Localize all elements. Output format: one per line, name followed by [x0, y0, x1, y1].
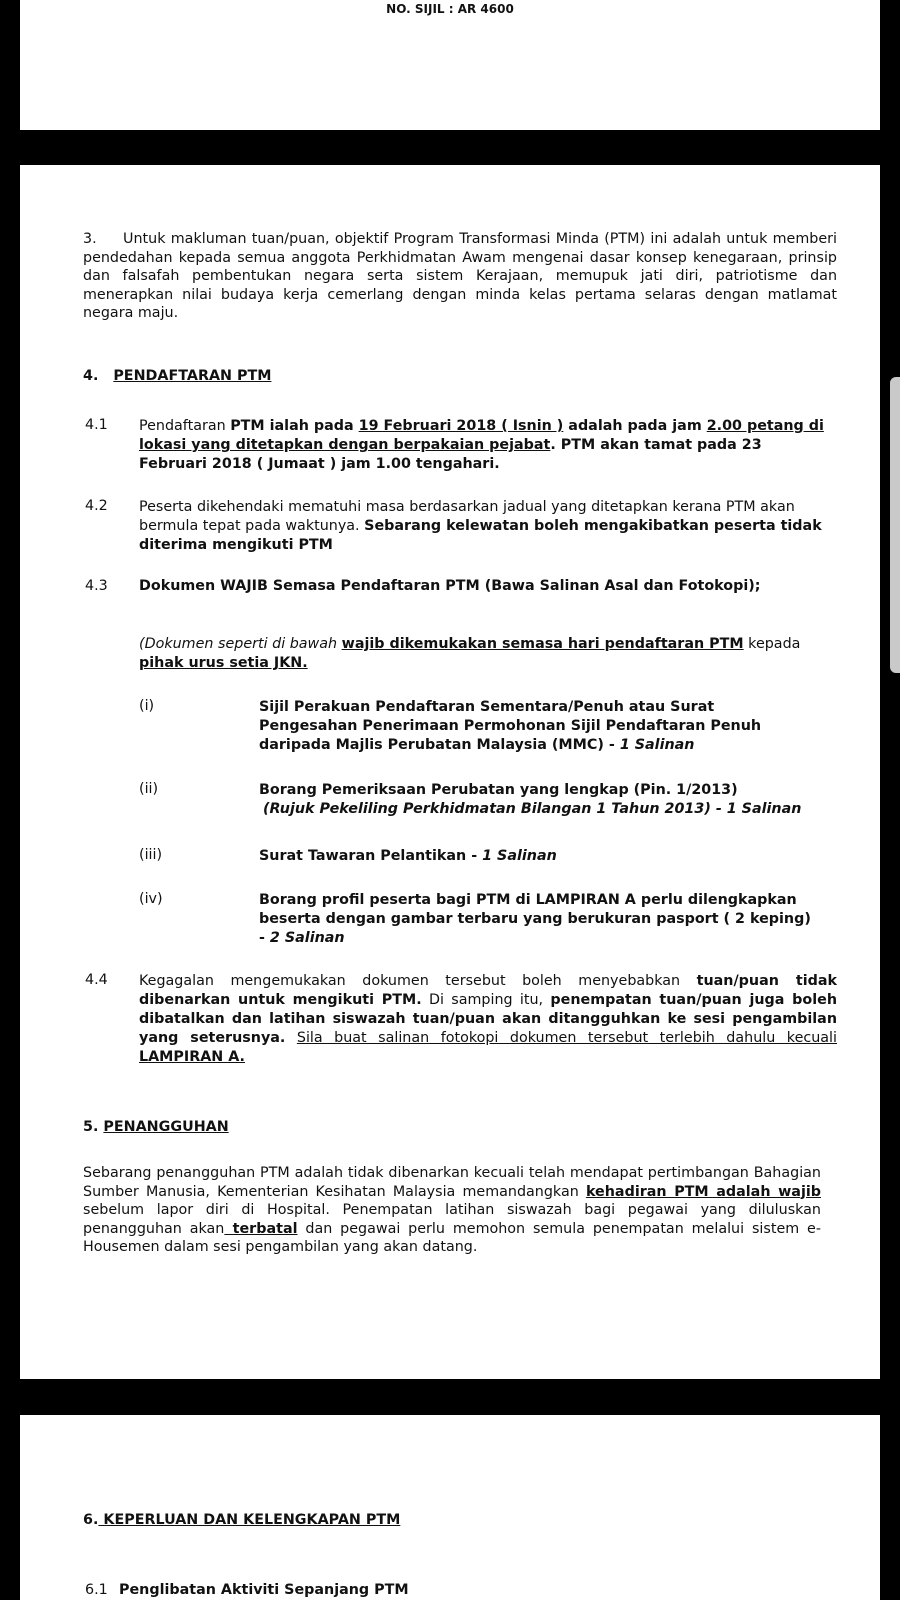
text-run: pihak urus setia JKN.	[139, 655, 308, 671]
doc-item-number: (ii)	[139, 781, 159, 797]
section-5-heading	[83, 1119, 229, 1135]
text-run: sebelum lapor diri di Hospital. Penempatan latihan siswazah bagi pegawai yang diluluskan penangguhan akan	[83, 1202, 821, 1237]
text-run: Sebarang penangguhan PTM adalah tidak dibenarkan kecuali telah mendapat pertimbangan Bahagian Sumber Manusia, Kementerian Kesihatan Malaysia memandangkan	[83, 1165, 821, 1200]
doc-item-iii	[259, 847, 819, 866]
paragraph-4-4	[139, 972, 837, 1067]
text-run: LAMPIRAN A.	[139, 1049, 245, 1065]
text-run: PTM ialah pada	[230, 418, 359, 434]
paragraph-4-2	[139, 498, 829, 555]
copies-count: 1 Salinan	[482, 848, 557, 864]
doc-item-number: (i)	[139, 698, 155, 714]
section-title: KEPERLUAN DAN KELENGKAPAN PTM	[98, 1512, 401, 1528]
text-run: (Rujuk Pekeliling Perkhidmatan Bilangan 1 Tahun 2013) - 1 Salinan	[263, 801, 802, 817]
date-highlight: 19 Februari 2018 ( Isnin )	[358, 418, 564, 434]
text-run: Pendaftaran	[139, 418, 231, 434]
text-run: Sijil Perakuan Pendaftaran Sementara/Penuh atau Surat Pengesahan Penerimaan Permohonan Sijil Pendaftaran Penuh daripada Majlis Perubatan Malaysia (MMC) -	[259, 699, 762, 753]
item-number-4-2: 4.2	[85, 498, 108, 514]
text-run: Kegagalan mengemukakan dokumen tersebut boleh menyebabkan	[139, 973, 697, 989]
text-run: Peserta dikehendaki mematuhi masa berdasarkan jadual yang ditetapkan kerana PTM akan bermula tepat pada waktunya.	[139, 499, 795, 534]
text-run: (Dokumen seperti di bawah	[139, 636, 342, 652]
paragraph-number: 3.	[83, 231, 97, 247]
paragraph-4-3-title: Dokumen WAJIB Semasa Pendaftaran PTM (Bawa Salinan Asal dan Fotokopi);	[139, 578, 761, 594]
text-run: wajib dikemukakan semasa hari pendaftaran PTM	[341, 636, 744, 652]
text-run	[285, 1030, 297, 1046]
copies-count: 1 Salinan	[619, 737, 695, 753]
text-run: kehadiran PTM adalah wajib	[585, 1183, 821, 1200]
section-6-heading	[83, 1512, 400, 1528]
section-number: 6.	[83, 1512, 99, 1528]
text-run: Di samping itu,	[421, 992, 551, 1008]
text-run: . PTM akan tamat pada 23 Februari 2018 ( Jumaat ) jam 1.00 tengahari.	[139, 437, 762, 472]
text-run: Surat Tawaran Pelantikan -	[259, 848, 483, 864]
subsection-6-1-title: Penglibatan Aktiviti Sepanjang PTM	[119, 1582, 409, 1598]
item-number-4-3: 4.3	[85, 578, 108, 594]
section-4-heading	[83, 368, 271, 384]
text-run: Borang Pemeriksaan Perubatan yang lengkap (Pin. 1/2013)	[259, 782, 738, 798]
section-title: PENDAFTARAN PTM	[113, 368, 272, 384]
paragraph-text: Untuk makluman tuan/puan, objektif Program Transformasi Minda (PTM) ini adalah untuk memberi pendedahan kepada semua anggota Perkhidmatan Awam mengenai dasar konsep kenegaraan, prinsip dan falsafah pembentukan negara serta sistem Kerajaan, memupuk jati diri, patriotisme dan menerapkan nilai budaya kerja cemerlang dengan minda kelas pertama selaras dengan matlamat negara maju.	[83, 231, 837, 321]
document-page-2	[20, 165, 880, 1379]
text-run: tuan/puan tidak dibenarkan untuk mengikuti PTM.	[139, 973, 837, 1008]
paragraph-4-1	[139, 417, 829, 474]
doc-item-i	[259, 698, 799, 755]
item-number-4-4: 4.4	[85, 972, 108, 988]
time-location-highlight: 2.00 petang di lokasi yang ditetapkan dengan berpakaian pejabat	[139, 418, 824, 453]
text-run: adalah pada jam	[563, 418, 707, 434]
paragraph-5	[83, 1164, 821, 1257]
document-page-1	[20, 0, 880, 130]
text-run: Sila buat salinan fotokopi dokumen tersebut terlebih dahulu kecuali	[296, 1030, 837, 1046]
paragraph-3	[83, 230, 837, 323]
doc-item-number: (iv)	[139, 891, 163, 907]
scrollbar-thumb[interactable]	[890, 377, 900, 673]
text-run: kepada	[743, 636, 801, 652]
item-number-4-1: 4.1	[85, 417, 108, 433]
section-title: PENANGGUHAN	[103, 1119, 229, 1135]
item-number-6-1: 6.1	[85, 1582, 108, 1598]
text-run: dan pegawai perlu memohon semula penempatan melalui sistem e-Housemen dalam sesi pengambilan yang akan datang.	[83, 1220, 821, 1255]
document-page-3	[20, 1415, 880, 1600]
doc-item-iv	[259, 891, 819, 948]
text-run: penempatan tuan/puan juga boleh dibatalkan dan latihan siswazah tuan/puan akan ditangguhkan ke sesi pengambilan yang seterusnya.	[139, 992, 837, 1046]
section-number: 4.	[83, 368, 99, 384]
certificate-number: NO. SIJIL : AR 4600	[386, 2, 514, 16]
text-run: terbatal	[224, 1220, 298, 1237]
doc-item-ii	[259, 781, 839, 819]
doc-item-number: (iii)	[139, 847, 163, 863]
documents-note	[139, 635, 829, 673]
warning-text: Sebarang kelewatan boleh mengakibatkan peserta tidak diterima mengikuti PTM	[139, 518, 822, 553]
copies-count: 2 Salinan	[269, 930, 345, 946]
text-run: Borang profil peserta bagi PTM di LAMPIRAN A perlu dilengkapkan beserta dengan gambar terbaru yang berukuran pasport ( 2 keping) -	[259, 892, 811, 946]
section-number: 5.	[83, 1119, 99, 1135]
